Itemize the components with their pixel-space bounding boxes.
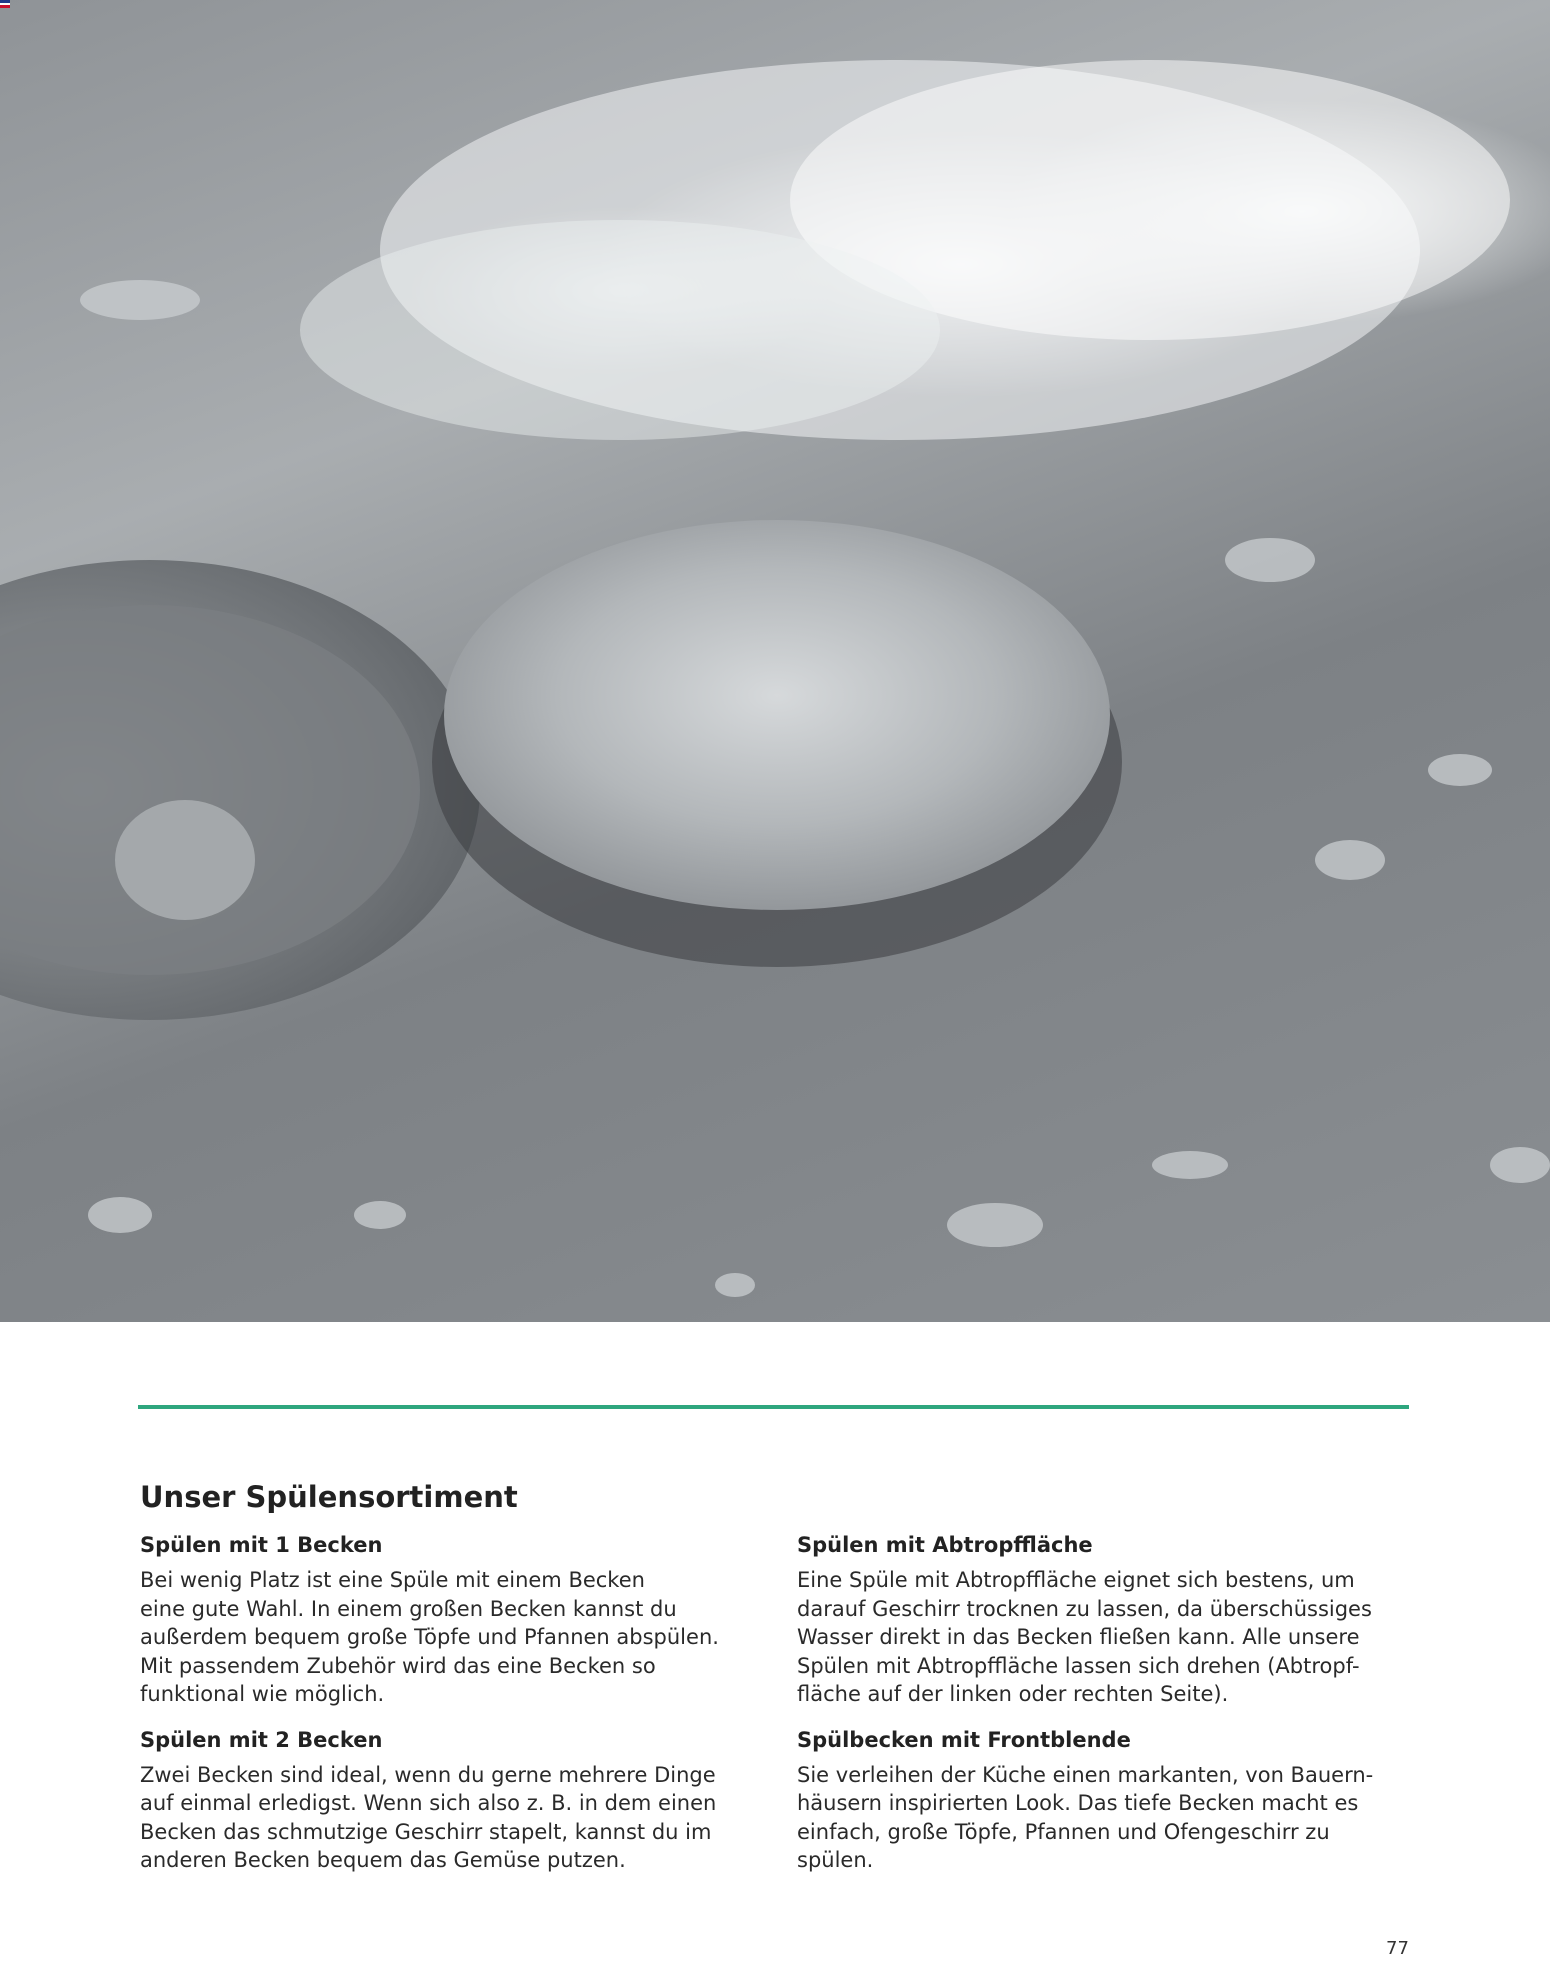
section-heading: Spülen mit 2 Becken	[140, 1727, 383, 1752]
left-column	[140, 1532, 770, 1893]
section-double-basin	[140, 1727, 770, 1875]
section-body: Bei wenig Platz ist eine Spüle mit einem Becken eine gute Wahl. In einem großen Becken kannst du außerdem bequem große Töpfe und Pfannen abspülen. Mit passendem Zubehör wird das eine Becken so funktional wie möglich.	[140, 1568, 719, 1706]
page-number: 77	[1386, 1938, 1409, 1959]
section-apron-front	[797, 1727, 1427, 1875]
section-single-basin	[140, 1532, 770, 1709]
section-heading: Spülen mit 1 Becken	[140, 1533, 383, 1557]
section-heading: Spülen mit Abtropffläche	[797, 1533, 1093, 1557]
section-heading: Spülbecken mit Frontblende	[797, 1727, 1131, 1752]
flag-icon	[0, 0, 10, 8]
section-body: Zwei Becken sind ideal, wenn du gerne mehrere Dinge auf einmal erledigst. Wenn sich also z. B. in dem einen Becken das schmutzige Geschirr stapelt, kannst du im anderen Becken bequem das Gemüse putzen.	[140, 1762, 717, 1872]
right-column	[797, 1532, 1427, 1893]
page-title: Unser Spülensortiment	[140, 1480, 518, 1514]
section-body: Eine Spüle mit Abtropffläche eignet sich bestens, um darauf Geschirr trocknen zu lassen, da überschüssiges Wasser direkt in das Becken fließen kann. Alle unsere Spülen mit Abtropffläche lassen sich drehen (Abtropf- fläche auf der linken oder rechten Seite).	[797, 1568, 1372, 1706]
accent-divider	[138, 1405, 1409, 1409]
section-body: Sie verleihen der Küche einen markanten, von Bauern- häusern inspirierten Look. Das tiefe Becken macht es einfach, große Töpfe, Pfannen und Ofengeschirr zu spülen.	[797, 1762, 1374, 1872]
section-drainboard	[797, 1532, 1427, 1709]
